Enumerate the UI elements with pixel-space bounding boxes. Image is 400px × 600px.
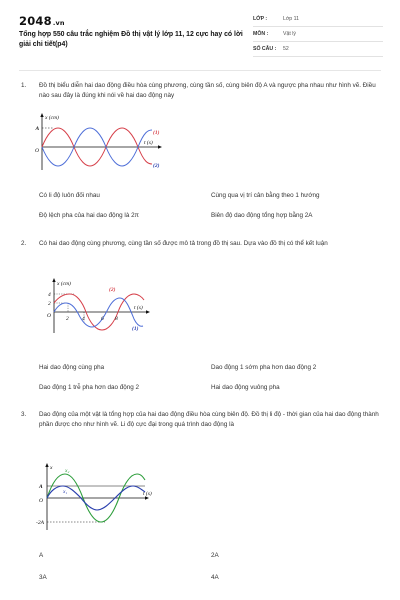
question-3-option-c[interactable]: 3A: [39, 574, 47, 581]
q3-curve-x2-label: x₂: [65, 468, 70, 474]
q2-curve-blue-label: (1): [132, 326, 139, 332]
q1-x-arrow: [158, 145, 162, 148]
q2-y-arrow: [52, 278, 55, 282]
q2-x-label: t (s): [134, 305, 143, 311]
document-title: Tổng hợp 550 câu trắc nghiệm Đồ thị vật lý lớp 11, 12 cực hay có lời giải chi tiết(p4): [19, 31, 243, 48]
question-2-option-d[interactable]: Hai dao động vuông pha: [211, 384, 280, 391]
q3-y-arrow: [45, 463, 48, 467]
q2-curve-red-label: (2): [109, 287, 116, 293]
question-3-option-b[interactable]: 2A: [211, 552, 219, 559]
question-1-text: Đồ thị biểu diễn hai dao động điều hòa cùng phương, cùng tần số, cùng biên độ A và ngược pha nhau như hình vẽ. Điều nào sau đây là đúng khi nói về hai dao động này: [39, 82, 376, 99]
question-2-option-a[interactable]: Hai dao động cùng pha: [39, 364, 105, 371]
q1-curve-2-label: (2): [153, 163, 160, 169]
question-3-option-d[interactable]: 4A: [211, 574, 219, 581]
question-1-figure: [34, 112, 174, 174]
header-divider: [19, 70, 381, 71]
q1-y-label: x (cm): [45, 115, 59, 121]
meta-row-subject: [253, 30, 383, 42]
q3-origin-label: O: [39, 498, 43, 504]
q3-x-label: t (s): [143, 491, 152, 497]
meta-row-grade: [253, 15, 383, 27]
q1-x-label: t (s): [144, 140, 153, 146]
question-1-option-a[interactable]: Có li độ luôn đối nhau: [39, 192, 100, 199]
question-1-number: 1.: [21, 82, 27, 89]
meta-label: SỐ CÂU :: [253, 46, 277, 52]
document-meta: [253, 15, 383, 60]
q2-x-arrow: [146, 310, 150, 313]
meta-row-count: [253, 45, 383, 57]
logo-text: 2048: [19, 14, 52, 28]
meta-value: 52: [283, 46, 289, 52]
question-3-option-a[interactable]: A: [39, 552, 44, 559]
q2-y-tick-4: 4: [48, 292, 51, 298]
q2-x-tick-6: 6: [101, 316, 104, 322]
q3-tick-a: A: [39, 484, 43, 490]
q2-x-tick-2: 2: [66, 316, 69, 322]
question-2-number: 2.: [21, 240, 27, 247]
question-2-option-b[interactable]: Dao động 1 sớm pha hơn dao động 2: [211, 364, 317, 371]
question-1-option-b[interactable]: Cùng qua vị trí cân bằng theo 1 hướng: [211, 192, 320, 199]
meta-label: LỚP :: [253, 16, 268, 22]
meta-value: Vật lý: [283, 31, 296, 37]
question-3-figure: [35, 462, 163, 532]
q1-y-arrow: [40, 113, 43, 117]
meta-label: MÔN :: [253, 31, 269, 37]
q2-y-tick-2: 2: [48, 301, 51, 307]
logo-suffix: .vn: [52, 19, 65, 27]
question-2-option-c[interactable]: Dao động 1 trễ pha hơn dao động 2: [39, 384, 140, 391]
q3-y-label: x: [50, 465, 53, 471]
question-3-number: 3.: [21, 411, 27, 418]
question-1-option-d[interactable]: Biên độ dao động tổng hợp bằng 2A: [211, 212, 313, 219]
q2-origin-label: O: [47, 313, 51, 319]
q2-y-label: x (cm): [57, 281, 71, 287]
site-logo[interactable]: [19, 14, 65, 28]
question-1-option-c[interactable]: Độ lệch pha của hai dao động là 2π: [39, 212, 139, 219]
q1-amp-label: A: [35, 126, 40, 132]
question-2-figure: [44, 277, 164, 335]
q3-curve-x1-label: x₁: [63, 489, 68, 495]
q1-curve-1-label: (1): [153, 130, 160, 136]
question-3-text: Dao động của một vật là tổng hợp của hai dao động điều hòa cùng biên độ. Đồ thị li độ - thời gian của hai dao động thành phần được cho như hình vẽ. Li độ cực đại trong quá trình dao động là: [39, 411, 379, 428]
q3-tick-neg-2a: -2A: [36, 520, 44, 526]
question-2-text: Có hai dao động cùng phương, cùng tần số được mô tả trong đồ thị sau. Dựa vào đồ thị có thể kết luận: [39, 240, 328, 247]
meta-value: Lớp 11: [283, 16, 299, 22]
q2-curve-blue: [54, 298, 143, 327]
page-header: [0, 0, 400, 62]
q1-origin-label: O: [35, 148, 39, 154]
q2-x-tick-4: 4: [82, 316, 85, 322]
q2-x-tick-8: 8: [115, 316, 118, 322]
